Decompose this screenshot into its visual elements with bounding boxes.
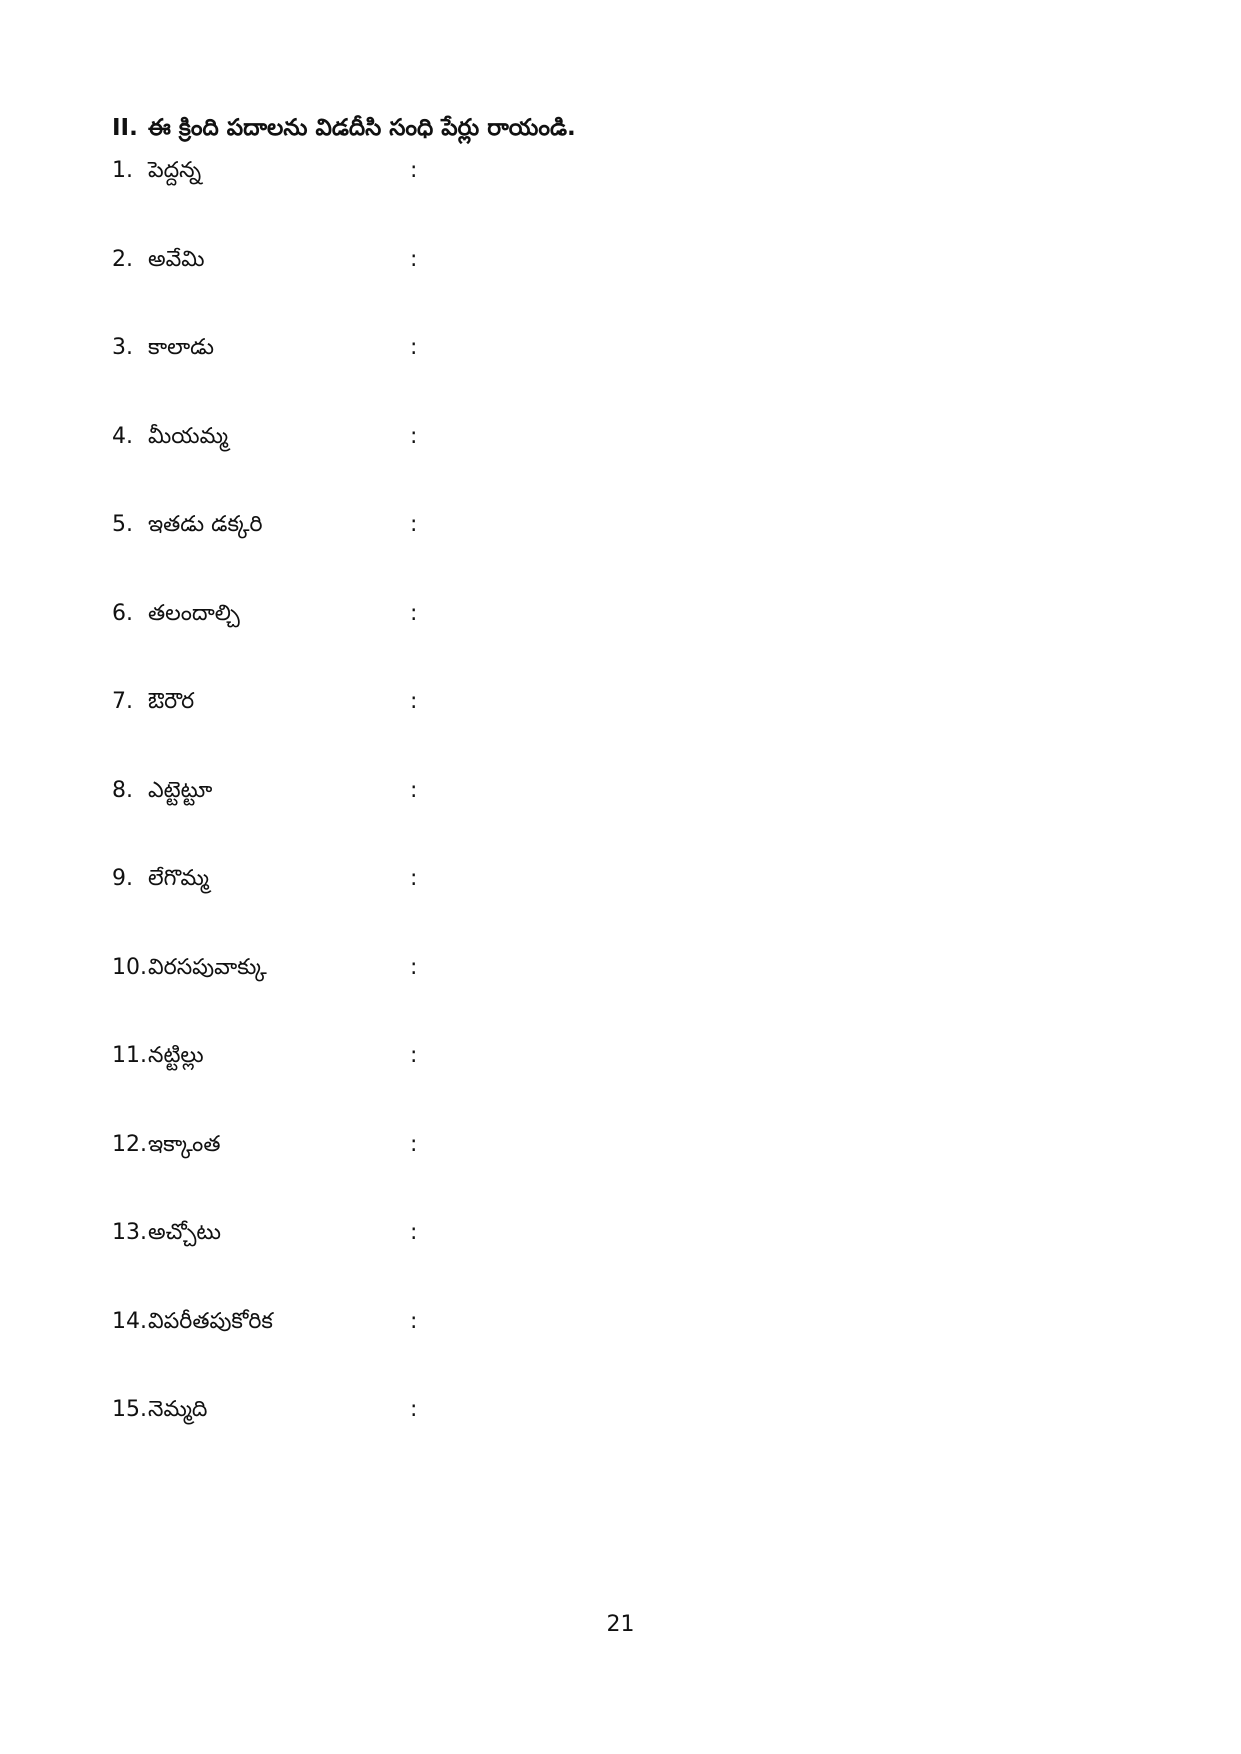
question-item xyxy=(112,1132,812,1221)
section-heading xyxy=(112,115,576,147)
page-number: 21 xyxy=(606,1612,635,1637)
question-word: ఔరౌర xyxy=(148,689,195,714)
question-word: తలందాల్చి xyxy=(148,600,240,626)
question-word: మీయమ్మ xyxy=(148,423,229,449)
answer-separator: : xyxy=(410,866,418,891)
question-item xyxy=(112,247,812,336)
question-item xyxy=(112,866,812,955)
question-item xyxy=(112,335,812,424)
question-word: పెద్దన్న xyxy=(148,158,202,183)
question-number: 14. xyxy=(112,1308,147,1334)
question-word: ఎట్టెట్టూ xyxy=(148,777,213,803)
question-number: 3. xyxy=(112,335,133,360)
question-item xyxy=(112,778,812,867)
question-number: 13. xyxy=(112,1220,147,1245)
question-item xyxy=(112,1397,812,1486)
question-number: 9. xyxy=(112,866,133,891)
question-list xyxy=(112,158,812,1486)
answer-separator: : xyxy=(410,954,418,980)
answer-separator: : xyxy=(410,777,418,803)
answer-separator: : xyxy=(410,335,418,360)
question-number: 5. xyxy=(112,512,133,537)
answer-separator: : xyxy=(410,689,418,714)
answer-separator: : xyxy=(410,1220,418,1245)
question-word: నెమ్మది xyxy=(148,1397,208,1422)
section-number: II. xyxy=(112,115,138,141)
section-instruction: ఈ క్రింది పదాలను విడదీసి సంధి పేర్లు రాయండి. xyxy=(148,115,576,141)
question-word: కాలాడు xyxy=(148,335,215,360)
question-number: 2. xyxy=(112,246,133,272)
question-item xyxy=(112,1043,812,1132)
question-number: 7. xyxy=(112,689,133,714)
question-item xyxy=(112,1309,812,1398)
question-number: 6. xyxy=(112,600,133,626)
answer-separator: : xyxy=(410,423,418,449)
question-word: విపరీతపుకోరిక xyxy=(148,1308,273,1334)
question-item xyxy=(112,424,812,513)
answer-separator: : xyxy=(410,512,418,537)
question-number: 11. xyxy=(112,1043,147,1068)
question-item xyxy=(112,689,812,778)
question-word: ఇక్కాంత xyxy=(148,1131,221,1157)
question-number: 15. xyxy=(112,1397,147,1422)
question-word: ఇతడు డక్కరి xyxy=(148,512,263,537)
answer-separator: : xyxy=(410,246,418,272)
answer-separator: : xyxy=(410,1397,418,1422)
answer-separator: : xyxy=(410,1043,418,1068)
question-number: 8. xyxy=(112,777,133,803)
question-word: అచ్చోటు xyxy=(148,1220,221,1245)
question-number: 1. xyxy=(112,158,133,183)
question-word: విరసపువాక్కు xyxy=(148,954,267,980)
question-word: నట్టిల్లు xyxy=(148,1043,204,1068)
question-item xyxy=(112,158,812,247)
question-number: 4. xyxy=(112,423,133,449)
question-item xyxy=(112,601,812,690)
question-number: 12. xyxy=(112,1131,147,1157)
answer-separator: : xyxy=(410,600,418,626)
answer-separator: : xyxy=(410,1131,418,1157)
answer-separator: : xyxy=(410,1308,418,1334)
question-item xyxy=(112,955,812,1044)
question-word: అవేమి xyxy=(148,246,205,272)
question-item xyxy=(112,1220,812,1309)
question-number: 10. xyxy=(112,954,147,980)
question-item xyxy=(112,512,812,601)
answer-separator: : xyxy=(410,158,418,183)
question-word: లేగొమ్మ xyxy=(148,866,210,891)
